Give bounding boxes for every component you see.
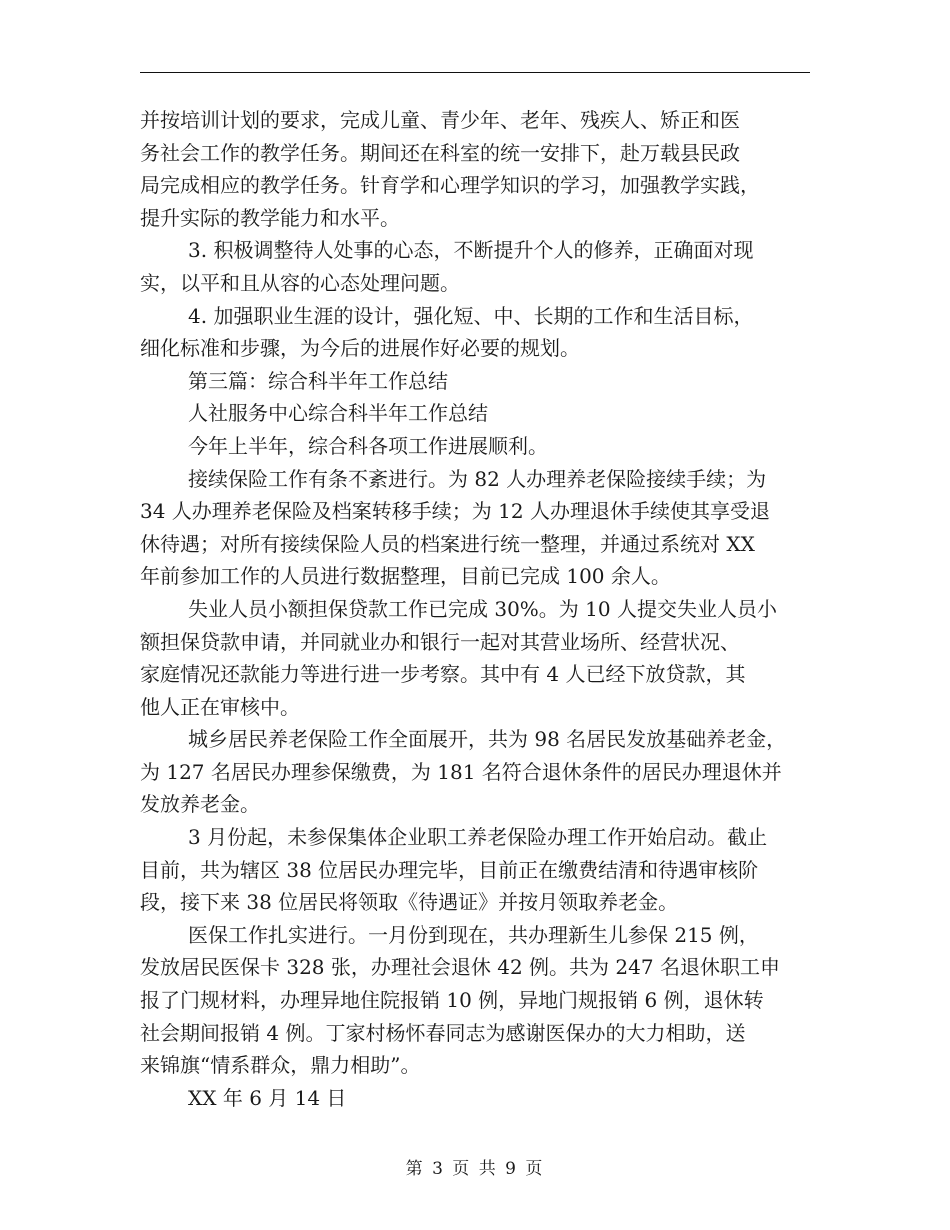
text-line: 细化标准和步骤，为今后的进展作好必要的规划。 — [140, 336, 580, 361]
text-line: 休待遇；对所有接续保险人员的档案进行统一整理，并通过系统对 XX — [140, 531, 755, 556]
text-line: 4. 加强职业生涯的设计，强化短、中、长期的工作和生活目标， — [188, 303, 754, 328]
text-line: 局完成相应的教学任务。针育学和心理学知识的学习，加强教学实践， — [140, 173, 760, 198]
text-line: 3 月份起，未参保集体企业职工养老保险办理工作开始启动。截止 — [188, 825, 768, 850]
text-line: 34 人办理养老保险及档案转移手续；为 12 人办理退休手续使其享受退 — [140, 499, 770, 524]
page-number-footer: 第 3 页 共 9 页 — [405, 1159, 545, 1179]
text-line: 失业人员小额担保贷款工作已完成 30%。为 10 人提交失业人员小 — [188, 596, 777, 621]
text-line: 来锦旗“情系群众，鼎力相助”。 — [140, 1053, 421, 1078]
text-line: 今年上半年，综合科各项工作进展顺利。 — [188, 433, 548, 458]
text-line: 实，以平和且从容的心态处理问题。 — [140, 270, 460, 295]
text-line: 第三篇：综合科半年工作总结 — [188, 368, 448, 393]
text-line: 他人正在审核中。 — [140, 694, 300, 719]
text-line: 为 127 名居民办理参保缴费，为 181 名符合退休条件的居民办理退休并 — [140, 759, 782, 784]
text-line: 发放居民医保卡 328 张，办理社会退休 42 例。共为 247 名退休职工申 — [140, 955, 780, 980]
text-line: 3. 积极调整待人处事的心态，不断提升个人的修养，正确面对现 — [188, 238, 754, 263]
text-line: 务社会工作的教学任务。期间还在科室的统一安排下，赴万载县民政 — [140, 140, 740, 165]
text-line: 医保工作扎实进行。一月份到现在，共办理新生儿参保 215 例， — [188, 922, 759, 947]
body-text — [140, 104, 812, 1114]
text-line: XX 年 6 月 14 日 — [188, 1085, 347, 1110]
text-line: 并按培训计划的要求，完成儿童、青少年、老年、残疾人、矫正和医 — [140, 108, 740, 132]
text-line: 报了门规材料，办理异地住院报销 10 例，异地门规报销 6 例，退休转 — [140, 988, 764, 1013]
text-line: 接续保险工作有条不紊进行。为 82 人办理养老保险接续手续；为 — [188, 466, 767, 491]
text-line: 额担保贷款申请，并同就业办和银行一起对其营业场所、经营状况、 — [140, 629, 740, 654]
text-line: 人社服务中心综合科半年工作总结 — [188, 401, 488, 426]
text-line: 城乡居民养老保险工作全面展开，共为 98 名居民发放基础养老金， — [188, 727, 787, 752]
text-line: 发放养老金。 — [140, 792, 260, 817]
text-line: 社会期间报销 4 例。丁家村杨怀春同志为感谢医保办的大力相助，送 — [140, 1020, 746, 1045]
text-line: 提升实际的教学能力和水平。 — [140, 205, 400, 230]
text-line: 段，接下来 38 位居民将领取《待遇证》并按月领取养老金。 — [140, 890, 679, 915]
text-line: 目前，共为辖区 38 位居民办理完毕，目前正在缴费结清和待遇审核阶 — [140, 857, 759, 882]
header-rule — [140, 72, 810, 73]
text-line: 年前参加工作的人员进行数据整理，目前已完成 100 余人。 — [140, 564, 671, 589]
text-line: 家庭情况还款能力等进行进一步考察。其中有 4 人已经下放贷款，其 — [140, 662, 746, 687]
